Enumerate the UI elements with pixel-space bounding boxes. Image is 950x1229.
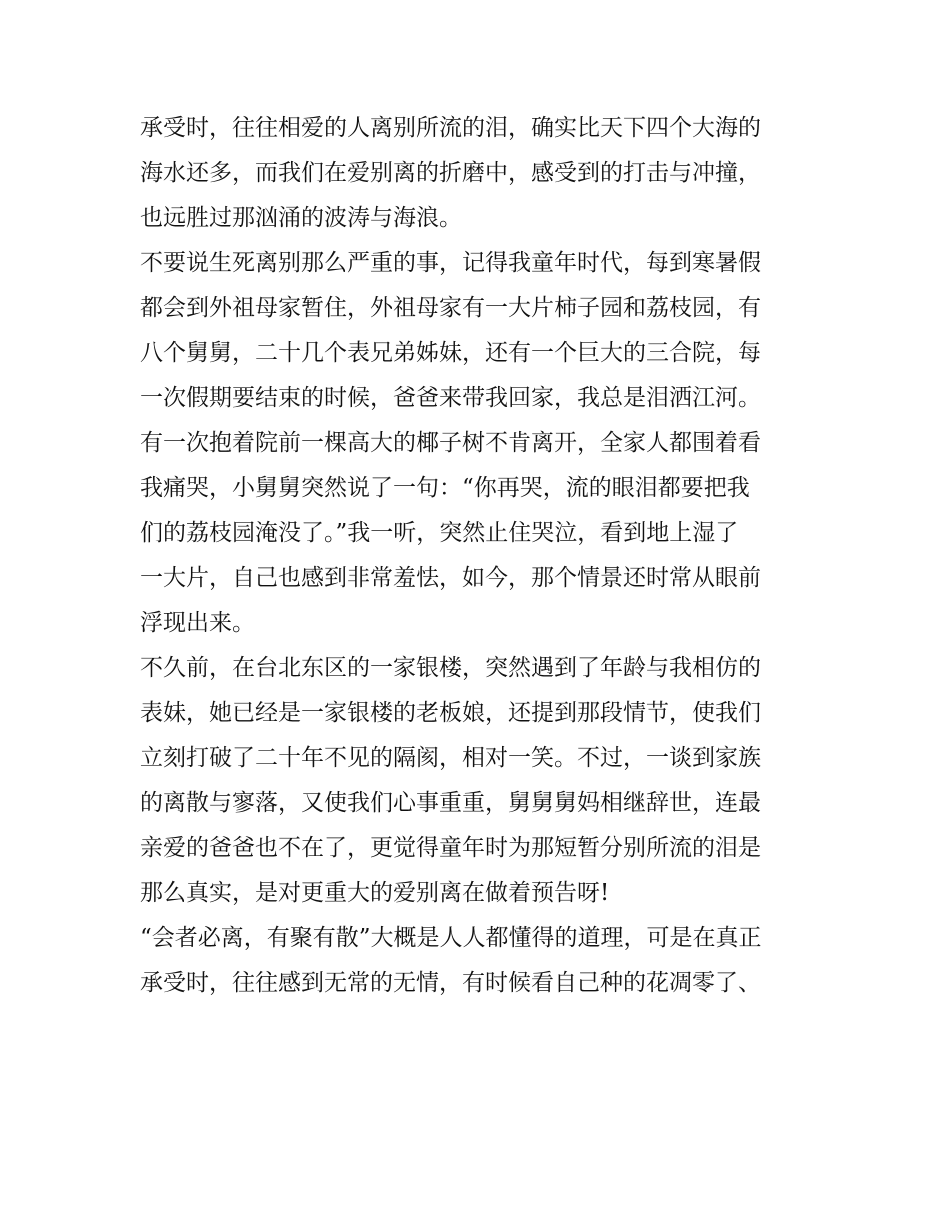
text-line: 表妹，她已经是一家银楼的老板娘，还提到那段情节，使我们 xyxy=(140,700,761,726)
text-line: 不要说生死离别那么严重的事，记得我童年时代，每到寒暑假 xyxy=(140,250,761,276)
text-line: 浮现出来。 xyxy=(140,610,255,636)
text-line: 的离散与寥落，又使我们心事重重，舅舅舅妈相继辞世，连最 xyxy=(140,790,761,816)
text-line: 都会到外祖母家暂住，外祖母家有一大片柿子园和荔枝园，有 xyxy=(140,295,761,321)
text-line: 八个舅舅，二十几个表兄弟姊妹，还有一个巨大的三合院，每 xyxy=(140,340,761,366)
text-line: 那么真实，是对更重大的爱别离在做着预告呀! xyxy=(140,880,610,906)
text-line: 有一次抱着院前一棵高大的椰子树不肯离开，全家人都围着看 xyxy=(140,430,761,456)
text-line: 立刻打破了二十年不见的隔阂，相对一笑。不过，一谈到家族 xyxy=(140,745,761,771)
text-line: “会者必离，有聚有散”大概是人人都懂得的道理，可是在真正 xyxy=(140,925,762,951)
text-line: 不久前，在台北东区的一家银楼，突然遇到了年龄与我相仿的 xyxy=(140,655,761,681)
text-line: 亲爱的爸爸也不在了，更觉得童年时为那短暂分别所流的泪是 xyxy=(140,835,761,861)
text-line: 承受时，往往相爱的人离别所流的泪，确实比天下四个大海的 xyxy=(140,115,761,141)
text-line: 我痛哭，小舅舅突然说了一句：“你再哭，流的眼泪都要把我 xyxy=(140,475,750,501)
text-line: 也远胜过那汹涌的波涛与海浪。 xyxy=(140,205,462,231)
text-line: 一次假期要结束的时候，爸爸来带我回家，我总是泪洒江河。 xyxy=(140,385,761,411)
text-line: 一大片，自己也感到非常羞怯，如今，那个情景还时常从眼前 xyxy=(140,565,761,591)
text-line: 承受时，往往感到无常的无情，有时候看自己种的花凋零了、 xyxy=(140,970,761,996)
body-text xyxy=(140,106,820,1006)
text-line: 们的荔枝园淹没了。”我一听，突然止住哭泣，看到地上湿了 xyxy=(140,520,739,546)
text-line: 海水还多，而我们在爱别离的折磨中，感受到的打击与冲撞， xyxy=(140,160,761,186)
